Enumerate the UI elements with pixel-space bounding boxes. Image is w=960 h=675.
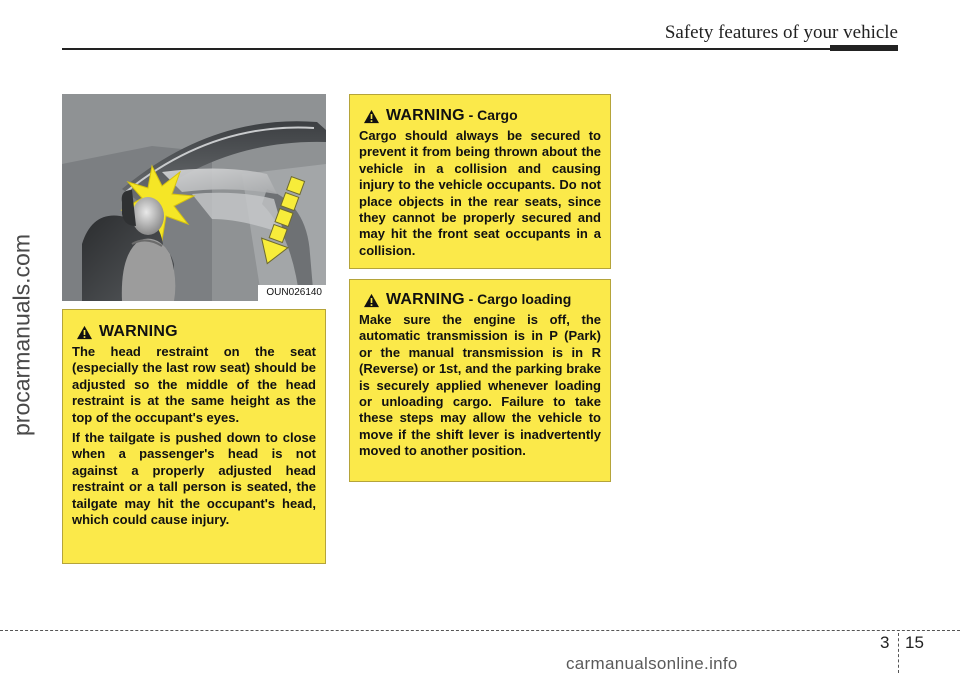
warning-triangle-icon <box>363 293 380 308</box>
warning-triangle-icon <box>76 325 93 340</box>
warning-paragraph: If the tailgate is pushed down to close when a passenger's head is not against a properly adjusted head restraint or a tall person is seated, the tailgate may hit the occupant's head, which could cause injury. <box>72 430 316 528</box>
warning-box-cargo <box>349 94 611 269</box>
warning-box-head-restraint <box>62 309 326 564</box>
header-rule <box>62 48 830 50</box>
warning-label: WARNING <box>386 107 465 124</box>
warning-box-cargo-loading <box>349 279 611 482</box>
tailgate-hitting-head-image <box>62 94 326 301</box>
warning-subtitle: - Cargo loading <box>464 291 572 307</box>
warning-heading <box>363 291 601 309</box>
watermark-side-text: procarmanuals.com <box>8 234 35 436</box>
warning-paragraph: The head restraint on the seat (especially the last row seat) should be adjusted so the middle of the head restraint is at the same height as the top of the occupant's eyes. <box>72 344 316 425</box>
watermark-footer: carmanualsonline.info <box>566 654 738 673</box>
warning-label: WARNING <box>99 323 178 340</box>
warning-paragraph: Cargo should always be secured to prevent it from being thrown about the vehicle in a collision and causing injury to the vehicle occupants. Do not place objects in the rear seats, since they cannot be properly secured and may hit the front seat occupants in a collision. <box>359 128 601 258</box>
footer-rule <box>0 630 960 631</box>
figure-code: OUN026140 <box>266 287 322 298</box>
warning-subtitle: - Cargo <box>464 107 518 123</box>
warning-heading <box>76 323 316 341</box>
page-number: 15 <box>905 633 924 652</box>
warning-paragraph: Make sure the engine is off, the automatic transmission is in P (Park) or the manual transmission is in R (Reverse) or 1st, and the parking brake is securely applied whenever loading or unloading cargo. Failure to take these steps may allow the vehicle to move if the shift lever is inadvertently moved to another position. <box>359 312 601 459</box>
warning-label: WARNING <box>386 291 465 308</box>
warning-heading <box>363 107 601 125</box>
chapter-number: 3 <box>880 633 890 652</box>
warning-triangle-icon <box>363 109 380 124</box>
tailgate-illustration <box>62 94 326 301</box>
section-title: Safety features of your vehicle <box>664 22 898 43</box>
page-number-divider <box>898 633 899 673</box>
watermark-side <box>2 200 42 470</box>
header-rule-accent <box>830 45 898 51</box>
